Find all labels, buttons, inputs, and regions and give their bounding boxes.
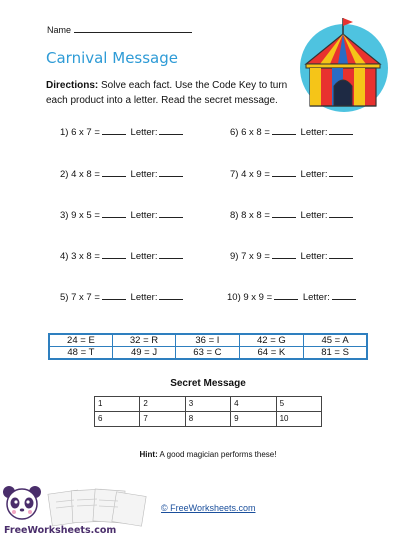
name-line[interactable] — [74, 25, 192, 33]
code-key-cell: 64 = K — [239, 347, 304, 360]
problem-expression: 7 x 9 = — [241, 251, 270, 262]
directions-text: Solve each fact. Use the Code Key to turn each product into a letter. Read the secret message. — [46, 80, 288, 106]
answer-blank[interactable] — [272, 251, 296, 259]
letter-blank[interactable] — [329, 251, 353, 259]
problem-1 — [60, 127, 185, 138]
answer-blank[interactable] — [102, 127, 126, 135]
code-key-row — [49, 347, 367, 360]
code-key-cell: 32 = R — [112, 334, 175, 347]
worksheet-stack-icon — [48, 489, 146, 526]
circus-tent-illustration — [298, 14, 388, 114]
problem-number: 8) — [230, 210, 239, 221]
letter-blank[interactable] — [329, 210, 353, 218]
directions-label: Directions: — [46, 80, 99, 91]
problem-expression: 6 x 7 = — [71, 127, 100, 138]
answer-blank[interactable] — [272, 210, 296, 218]
secret-row — [95, 412, 322, 427]
name-row — [47, 25, 192, 35]
name-label: Name — [47, 25, 72, 35]
panda-icon — [3, 486, 41, 519]
code-key-cell: 81 = S — [304, 347, 367, 360]
secret-cell[interactable]: 9 — [231, 412, 276, 427]
letter-label: Letter: — [300, 127, 328, 138]
letter-blank[interactable] — [329, 127, 353, 135]
code-key-cell: 24 = E — [49, 334, 112, 347]
code-key-cell: 48 = T — [49, 347, 112, 360]
answer-blank[interactable] — [274, 292, 298, 300]
secret-cell[interactable]: 6 — [95, 412, 140, 427]
problem-3 — [60, 210, 185, 221]
hint — [0, 450, 416, 459]
code-key-cell: 42 = G — [239, 334, 304, 347]
problem-9 — [230, 251, 355, 262]
letter-label: Letter: — [300, 169, 328, 180]
letter-label: Letter: — [130, 292, 158, 303]
problem-number: 5) — [60, 292, 69, 303]
secret-message-title: Secret Message — [170, 378, 246, 389]
hint-text: A good magician performs these! — [157, 450, 277, 459]
problem-10 — [227, 292, 358, 303]
problem-number: 7) — [230, 169, 239, 180]
problem-expression: 4 x 8 = — [71, 169, 100, 180]
problem-2 — [60, 169, 185, 180]
secret-cell[interactable]: 10 — [276, 412, 321, 427]
letter-blank[interactable] — [329, 169, 353, 177]
letter-label: Letter: — [130, 169, 158, 180]
problem-4 — [60, 251, 185, 262]
problem-5 — [60, 292, 185, 303]
problem-number: 9) — [230, 251, 239, 262]
letter-blank[interactable] — [159, 292, 183, 300]
secret-row — [95, 397, 322, 412]
problem-expression: 9 x 9 = — [243, 292, 273, 303]
hint-label: Hint: — [139, 450, 158, 459]
answer-blank[interactable] — [102, 251, 126, 259]
problem-8 — [230, 210, 355, 221]
logo-text: FreeWorksheets.com — [4, 525, 117, 536]
letter-label: Letter: — [130, 127, 158, 138]
code-key-cell: 36 = I — [176, 334, 239, 347]
code-key-row — [49, 334, 367, 347]
letter-label: Letter: — [300, 251, 328, 262]
problem-number: 6) — [230, 127, 239, 138]
letter-blank[interactable] — [332, 292, 356, 300]
code-key-cell: 49 = J — [112, 347, 175, 360]
page-title: Carnival Message — [46, 49, 178, 67]
problem-expression: 9 x 5 = — [71, 210, 100, 221]
secret-cell[interactable]: 8 — [185, 412, 230, 427]
letter-label: Letter: — [300, 210, 328, 221]
problem-expression: 3 x 8 = — [71, 251, 100, 262]
letter-blank[interactable] — [159, 169, 183, 177]
problem-expression: 7 x 7 = — [71, 292, 100, 303]
problem-expression: 4 x 9 = — [241, 169, 270, 180]
answer-blank[interactable] — [102, 169, 126, 177]
problem-number: 4) — [60, 251, 69, 262]
copyright-link[interactable]: © FreeWorksheets.com — [161, 503, 256, 513]
freeworksheets-logo — [0, 484, 150, 539]
problem-number: 1) — [60, 127, 69, 138]
letter-blank[interactable] — [159, 251, 183, 259]
problem-number: 3) — [60, 210, 69, 221]
code-key-cell: 45 = A — [304, 334, 367, 347]
secret-cell[interactable]: 2 — [140, 397, 185, 412]
letter-label: Letter: — [302, 292, 330, 303]
answer-blank[interactable] — [102, 210, 126, 218]
answer-blank[interactable] — [102, 292, 126, 300]
letter-label: Letter: — [130, 251, 158, 262]
secret-cell[interactable]: 4 — [231, 397, 276, 412]
code-key-table — [48, 333, 368, 360]
answer-blank[interactable] — [272, 169, 296, 177]
problem-expression: 6 x 8 = — [241, 127, 270, 138]
problem-number: 10) — [227, 292, 241, 303]
secret-cell[interactable]: 3 — [185, 397, 230, 412]
directions — [46, 78, 296, 108]
problem-6 — [230, 127, 355, 138]
secret-cell[interactable]: 7 — [140, 412, 185, 427]
problem-expression: 8 x 8 = — [241, 210, 270, 221]
problem-number: 2) — [60, 169, 69, 180]
secret-cell[interactable]: 1 — [95, 397, 140, 412]
letter-label: Letter: — [130, 210, 158, 221]
code-key-cell: 63 = C — [176, 347, 239, 360]
secret-message-grid — [94, 396, 322, 427]
problem-7 — [230, 169, 355, 180]
letter-blank[interactable] — [159, 127, 183, 135]
secret-cell[interactable]: 5 — [276, 397, 321, 412]
answer-blank[interactable] — [272, 127, 296, 135]
letter-blank[interactable] — [159, 210, 183, 218]
